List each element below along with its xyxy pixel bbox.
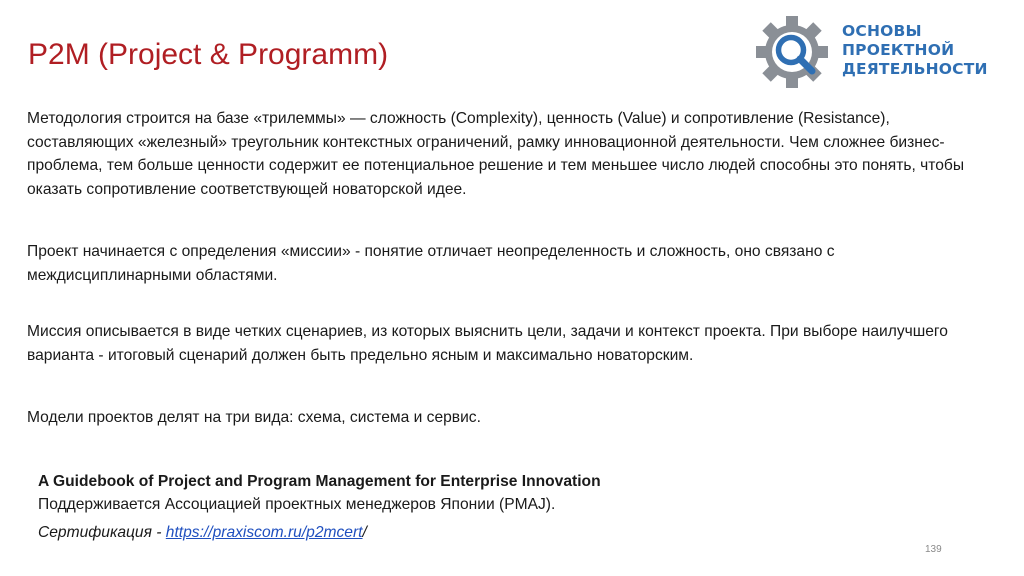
logo-line-2: ПРОЕКТНОЙ	[842, 41, 955, 59]
logo	[754, 14, 1004, 90]
paragraph-mission-scenarios: Миссия описывается в виде четких сценариев, из которых выяснить цели, задачи и контекст проекта. При выборе наилучшего варианта - итоговый сценарий должен быть предельно ясным и максимально новаторским.	[27, 323, 948, 364]
logo-line-3: ДЕЯТЕЛЬНОСТИ	[842, 60, 988, 78]
logo-line-1: ОСНОВЫ	[842, 22, 922, 40]
paragraph-mission-definition: Проект начинается с определения «миссии» - понятие отличает неопределенность и сложность, оно связано с междисциплинарными областями.	[27, 243, 835, 284]
pmaj-support-text: Поддерживается Ассоциацией проектных менеджеров Японии (PMAJ).	[38, 496, 556, 513]
certification-link[interactable]: https://praxiscom.ru/p2mcert	[165, 524, 363, 541]
reference-block	[38, 470, 601, 516]
certification-label: Сертификация -	[38, 524, 166, 541]
paragraph-project-models: Модели проектов делят на три вида: схема, система и сервис.	[27, 409, 481, 426]
certification-link-tail: /	[362, 524, 367, 541]
logo-text	[842, 22, 988, 79]
guidebook-title: A Guidebook of Project and Program Management for Enterprise Innovation	[38, 473, 601, 490]
gear-magnifier-icon	[754, 14, 834, 90]
paragraph-trilemma: Методология строится на базе «трилеммы» — сложность (Complexity), ценность (Value) и сопротивление (Resistance), составляющих «железный» треугольник контекстных ограничений, рамку инновационной деятельности. Чем сложнее бизнес-проблема, тем больше ценности содержит ее потенциальное решение и тем меньшее число людей способны это понять, чтобы оказать сопротивление соответствующей новаторской идее.	[27, 110, 965, 198]
slide-title: P2M (Project & Programm)	[28, 38, 389, 71]
page-number: 139	[925, 544, 942, 555]
certification-line	[38, 524, 367, 542]
